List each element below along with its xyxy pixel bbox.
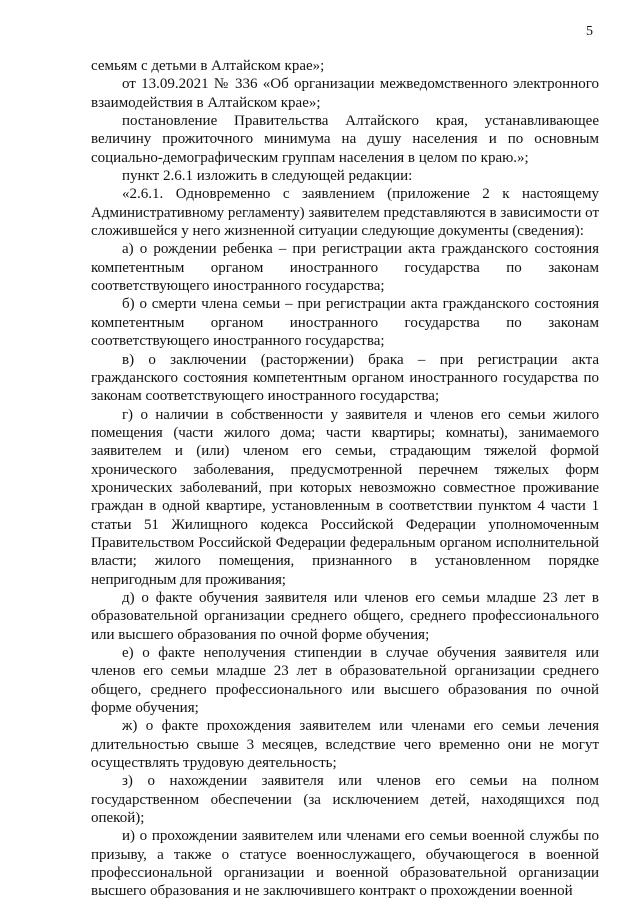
list-item-zh: ж) о факте прохождения заявителем или членами его семьи лечения длительностью свыше 3 месяцев, вследствие чего временно они не могут осуществлять трудовую деятельность; [91,718,599,772]
list-item-z: з) о нахождении заявителя или членов его семьи на полном государственном обеспечении (за исключением детей, находящихся под опекой); [91,773,599,827]
document-body [91,57,599,901]
paragraph-continuation: семьям с детьми в Алтайском крае»; [91,58,325,74]
paragraph-subsistence-minimum: постановление Правительства Алтайского края, устанавливающее величину прожиточного минимума на душу населения и по основным социально-демографическим группам населения в целом по краю.»; [91,113,599,166]
list-item-g: г) о наличии в собственности у заявителя и членов его семьи жилого помещения (части жилого дома; части квартиры; комнаты), занимаемого заявителем и (или) членом его семьи, страдающим тяжелой формой хронического заболевания, предусмотренной перечнем тяжелых форм хронических заболеваний, при которых невозможно совместное проживание граждан в одной квартире, установленным в соответствии пунктом 4 части 1 статьи 51 Жилищного кодекса Российской Федерации уполномоченным Правительством Российской Федерации федеральным органом исполнительной власти; жилого помещения, признанного в установленном порядке непригодным для проживания; [91,406,599,588]
list-item-v: в) о заключении (расторжении) брака – при регистрации акта гражданского состояния компетентным органом иностранного государства по законам соответствующего иностранного государства; [91,351,599,405]
list-item-e: е) о факте неполучения стипендии в случае обучения заявителя или членов его семьи младше 23 лет в образовательной организации среднего общего, среднего профессионального или высшего образования по очной форме обучения; [91,645,599,717]
list-item-d: д) о факте обучения заявителя или членов его семьи младше 23 лет в образовательной организации среднего общего, среднего профессионального или высшего образования по очной форме обучения; [91,589,599,643]
list-item-a: а) о рождении ребенка – при регистрации акта гражданского состояния компетентным органом иностранного государства по законам соответствующего иностранного государства; [91,241,599,295]
list-item-b: б) о смерти члена семьи – при регистрации акта гражданского состояния компетентным органом иностранного государства по законам соответствующего иностранного государства; [91,296,599,350]
paragraph-resolution-336: от 13.09.2021 № 336 «Об организации межведомственного электронного взаимодействия в Алтайском крае»; [91,76,599,111]
page-number: 5 [586,24,593,39]
paragraph-item-2-6-1-intro: пункт 2.6.1 изложить в следующей редакции: [122,168,413,185]
paragraph-item-2-6-1: «2.6.1. Одновременно с заявлением (приложение 2 к настоящему Административному регламенту) заявителем представляются в зависимости от сложившейся у него жизненной ситуации следующие документы (сведения): [91,186,599,240]
list-item-i: и) о прохождении заявителем или членами его семьи военной службы по призыву, а также о статусе военнослужащего, обучающегося в военной профессиональной организации и военной образовательной организации высшего образования и не заключившего контракт о прохождении военной [91,828,599,900]
